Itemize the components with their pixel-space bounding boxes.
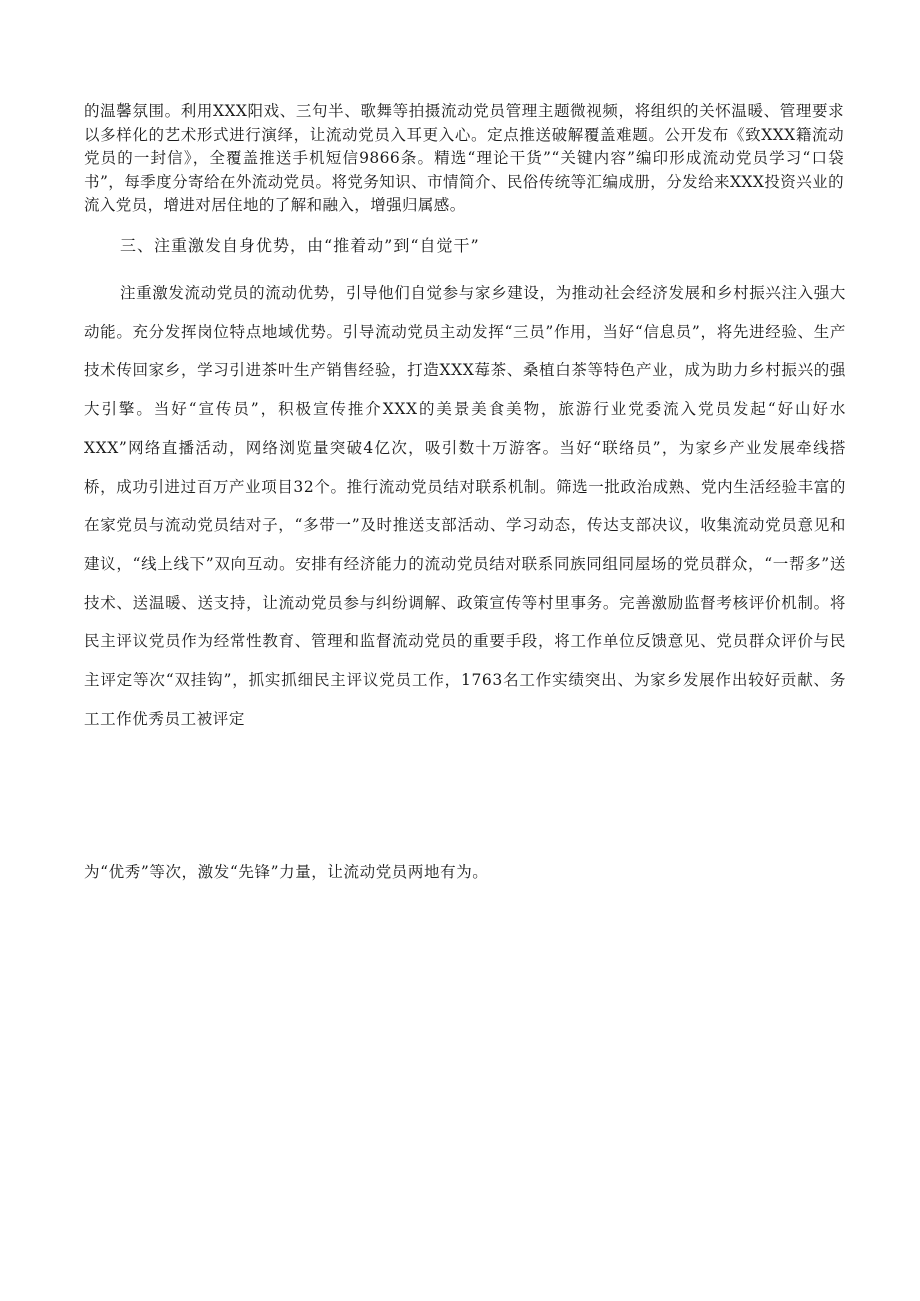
- paragraph-publicity: 的温馨氛围。利用XXX阳戏、三句半、歌舞等拍摄流动党员管理主题微视频，将组织的关怀温暖、管理要求以多样化的艺术形式进行演绎，让流动党员入耳更入心。定点推送破解覆盖难题。公开发布《致XXX籍流动党员的一封信》，全覆盖推送手机短信9866条。精选“理论干货”“关键内容”编印形成流动党员学习“口袋书”，每季度分寄给在外流动党员。将党务知识、市情简介、民俗传统等汇编成册，分发给来XXX投资兴业的流入党员，增进对居住地的了解和融入，增强归属感。: [84, 102, 844, 214]
- paragraph-closing: 为“优秀”等次，激发“先锋”力量，让流动党员两地有为。: [84, 863, 489, 881]
- paragraph-advantages: 注重激发流动党员的流动优势，引导他们自觉参与家乡建设，为推动社会经济发展和乡村振兴注入强大动能。充分发挥岗位特点地域优势。引导流动党员主动发挥“三员”作用，当好“信息员”，将先进经验、生产技术传回家乡，学习引进茶叶生产销售经验，打造XXX莓茶、桑植白茶等特色产业，成为助力乡村振兴的强大引擎。当好“宣传员”，积极宣传推介XXX的美景美食美物，旅游行业党委流入党员发起“好山好水XXX”网络直播活动，网络浏览量突破4亿次，吸引数十万游客。当好“联络员”，为家乡产业发展牵线搭桥，成功引进过百万产业项目32个。推行流动党员结对联系机制。筛选一批政治成熟、党内生活经验丰富的在家党员与流动党员结对子，“多带一”及时推送支部活动、学习动态，传达支部决议，收集流动党员意见和建议，“线上线下”双向互动。安排有经济能力的流动党员结对联系同族同组同屋场的党员群众，“一帮多”送技术、送温暖、送支持，让流动党员参与纠纷调解、政策宣传等村里事务。完善激励监督考核评价机制。将民主评议党员作为经常性教育、管理和监督流动党员的重要手段，将工作单位反馈意见、党员群众评价与民主评定等次“双挂钩”，抓实抓细民主评议党员工作，1763名工作实绩突出、为家乡发展作出较好贡献、务工工作优秀员工被评定: [84, 284, 846, 728]
- section-heading-3: 三、注重激发自身优势，由“推着动”到“自觉干”: [120, 236, 480, 255]
